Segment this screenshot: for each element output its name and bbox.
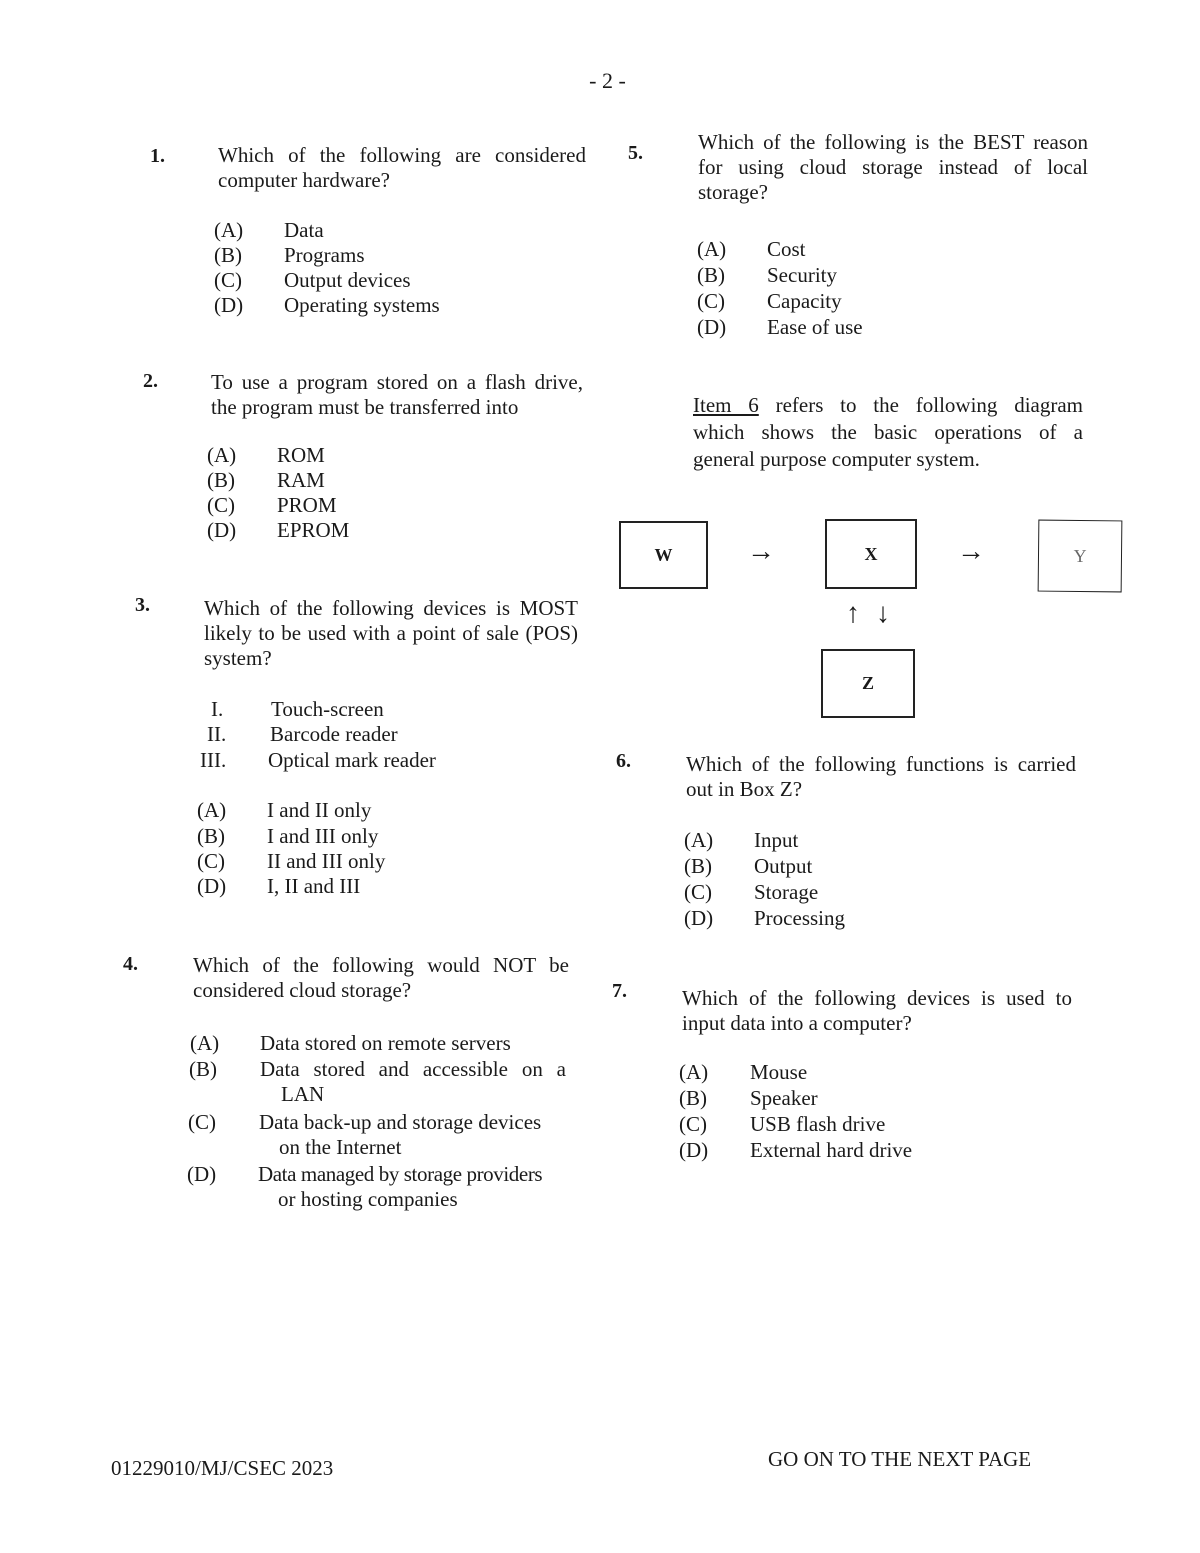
arrow-x-to-z: ↓ xyxy=(876,598,890,629)
arrow-z-to-x: ↑ xyxy=(846,598,860,629)
exam-page: - 2 - 1. Which of the following are considered computer hardware? (A) Data (B) Programs (C) Output devices (D) Operating systems 2. To use a program stored on a flash drive, the program must be transferred into (A) ROM (B) RAM (C) PROM (D) EPROM 3. Which of the following devices is MOST likely to be used with a point of sale (POS) system? I. Touch-screen II. Barcode reader III. Optical mark reader (A) I and II only (B) I and III only (C) II and III only (D) I, II and III 4. Which of the following would NOT be considered cloud storage? (A) Data stored on remote servers (B) Data stored and accessible on a LAN (C) Data back-up and storage devices on the Internet (D) Data managed by storage providers or hosting companies 5. Which of the following is the BEST reason for using cloud storage instead of local storage? (A) Cost (B) Security (C) Capacity (D) Ease of use Item 6 refers to the following diagram which shows the basic operations of a general purpose computer system. W → X → Y ↑ ↓ Z 6. Which of the following functions is carried out in Box Z? (A) Input (B) Output (C) Storage (D) Processing 7. Which of the following devices is used to input data into a computer? (A) Mouse (B) Speaker (C) USB flash drive (D) External hard drive 01229010/MJ/CSEC 2023 GO ON TO THE NEXT PAGE xyxy=(0,0,1200,1553)
arrow-w-to-x: → xyxy=(747,536,775,567)
box-z: Z xyxy=(821,649,915,718)
box-x: X xyxy=(825,519,917,589)
next-page-notice: GO ON TO THE NEXT PAGE xyxy=(768,1447,1032,1471)
box-y: Y xyxy=(1038,520,1123,593)
item-reference: Item 6 xyxy=(693,393,759,417)
question-stem: Which of the following would NOT be considered cloud storage? xyxy=(193,953,569,1002)
paper-code: 01229010/MJ/CSEC 2023 xyxy=(111,1456,334,1480)
question-number: 3. xyxy=(135,594,150,616)
question-number: 4. xyxy=(123,953,138,975)
question-stem: Which of the following devices is used to input data into a computer? xyxy=(682,986,1072,1035)
question-number: 7. xyxy=(612,980,627,1002)
item-6-intro: Item 6 refers to the following diagram which shows the basic operations of a general purpose computer system. xyxy=(693,393,1084,471)
question-stem: Which of the following devices is MOST likely to be used with a point of sale (POS) system? xyxy=(204,596,578,670)
box-w: W xyxy=(619,521,708,589)
arrow-x-to-y: → xyxy=(957,536,985,567)
question-number: 5. xyxy=(628,142,643,164)
question-number: 6. xyxy=(616,750,631,772)
question-number: 1. xyxy=(150,145,165,167)
question-stem: Which of the following is the BEST reason for using cloud storage instead of local storage? xyxy=(698,130,1088,204)
question-stem: Which of the following are considered computer hardware? xyxy=(218,143,586,192)
question-number: 2. xyxy=(143,370,158,392)
question-stem: Which of the following functions is carried out in Box Z? xyxy=(686,752,1076,801)
page-number: - 2 - xyxy=(589,68,626,93)
question-stem: To use a program stored on a flash drive, the program must be transferred into xyxy=(211,370,583,419)
